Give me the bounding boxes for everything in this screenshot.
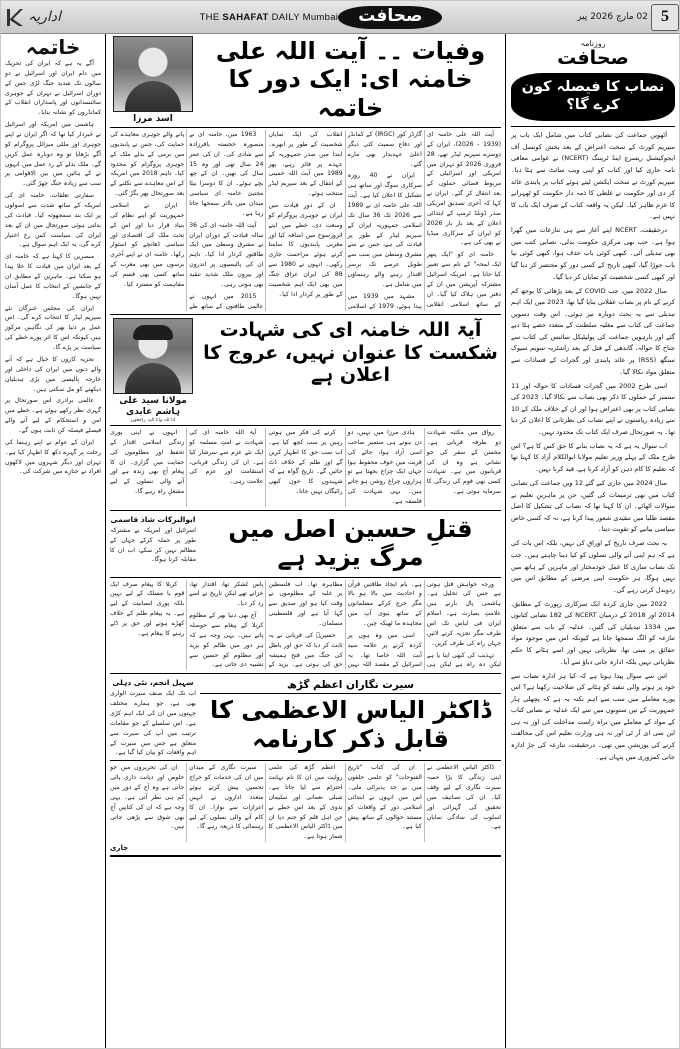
story-header: [110, 318, 501, 423]
editorial-body: [511, 126, 675, 765]
story-paragraph: ان کی تحریروں میں جو خلوص اور دیانت داری پائی جاتی ہے وہ آج کے دور میں کم ہی نظر آتی ہے۔ یہی وجہ ہے کہ ان کی کتابیں آج بھی شوق سے پڑھی جاتی ہیں۔: [110, 764, 185, 831]
author-photo: [113, 318, 193, 394]
story-paragraph: خامنہ ای کو "ایک پتھر ایک لمحہ" کے نام سے تعبیر کیا جاتا ہے۔ امریکہ اسرائیل مشترکہ آپریشن میں ان کے دفتر میں ہلاک کیا گیا۔ ان کے ساتھ اسلامی انقلابی گارڈز کور (IRGC) کے کمانڈر اور دفاع سمیت کئی دیگر اعلیٰ عہدیدار بھی مارے گئے۔: [347, 130, 501, 308]
author-block: [110, 36, 196, 125]
left-column-body: [5, 59, 101, 477]
bottom-rule: [110, 855, 501, 857]
story-paragraph: انہوں نے اپنی پوری زندگی اسلامی اقدار کے تحفظ اور مظلوموں کی حمایت میں گزاری۔ ان کا پیغام آج بھی زندہ ہے اور آنے والی نسلوں کے لیے مشعلِ راہ رہے گا۔: [110, 429, 185, 496]
story-qatl-e-husain: [110, 510, 501, 670]
editorial-paragraph: اب سوال یہ ہے کہ یہ نصاب بنانے کا حق کس کا ہے؟ اس طرح ملک کے پہلے وزیر تعلیم مولانا ابوالکلام آزاد کا کہنا تھا کہ تعلیم کا کام ذہن کو آزاد کرنا ہے، قید کرنا نہیں۔: [511, 441, 675, 473]
author-name: مولانا سید علی ہاشم عابدی: [119, 396, 187, 418]
editorial-paragraph: اس سے سوال پیدا ہوتا ہے کہ کیا ہر ادارہ نصاب سے خود پر ہونے والی تنقید کو ہٹانے کی صلاحیت رکھتا ہے؟ اس پورے معاملے میں سب سے اہم نکتہ یہ ہے کہ پچھلی ہار جمہوریت کے تین ستونوں میں سے ایک عدلیہ نے نصابی کتاب کے مواد کے معاملے میں براہ راست مداخلت کی اور نہ ہی این سی ای آر ٹی اور نہ ہی وزارت تعلیم اس کی مخالفت کرنے کی پوزیشن میں تھی۔ درحقیقت، تنازعہ کی جڑ ادارہ جاتی کمزوری میں پنہاں ہے۔: [511, 671, 675, 761]
left-paragraph: سفارتی تعلقات، خامنہ ای کی امریکہ کے ساتھ شدت سے اصولوں پر ایک بند سمجھوتہ کیا۔ قیادت کی بدلتی ہوئی صورتحال میں ان کے بعد ایران کی سیاست کس رخ اختیار کرے گی، یہ ایک اہم سوال ہے۔: [5, 192, 101, 249]
story-headline: ڈاکٹر الیاس الاعظمی کا قابل ذکر کارنامہ: [209, 696, 492, 753]
author-block: [110, 318, 196, 423]
story-kicker: سیرت نگاران اعظم گڑھ: [287, 679, 414, 692]
story-paragraph: آیۃ اللہ خامنہ ای کی شہادت نے امتِ مسلمہ کو ایک نئے عزم سے سرشار کیا ہے۔ ان کی زندگی قربانی، استقامت اور عزم کی علامت رہی۔: [189, 429, 264, 486]
story-headline: آیۃ اللہ خامنہ ای کی شہادت شکست کا عنوان نہیں، عروج کا اعلان ہے: [203, 319, 498, 387]
editorial-paragraph: سال 2022 میں، جب COVID کے بعد پڑھائی کا بوجھ کم کرنے کے نام پر نصاب عقلانی بنایا گیا تھا، 2023 میں ایک اہم تبدیلی سے یہ بحث دوبارہ تیز ہوئی۔ اس وقت دسویں جماعت کی کتاب سے مغلیہ سلطنت کے متعدد حصے ہٹا دیے گئے اور بارہویں جماعت کی پولیٹیکل سائنس کی کتاب سے جناح کا حوالہ، گاندھی کے قتل کے بعد راشٹریہ سویم سیوک سنگھ (RSS) پر عائد پابندی اور گجرات کے فسادات سے متعلق مواد نکالا گیا۔: [511, 286, 675, 376]
logo-mark-icon: [4, 6, 24, 28]
editorial-kicker: روزنامہ: [580, 39, 606, 48]
editorial-column: [505, 34, 680, 1049]
editorial-logo: صحافت: [557, 47, 629, 69]
left-paragraph: تجزیہ کاروں کا خیال ہے کہ آنے والے دنوں میں ایران کی داخلی اور خارجہ پالیسی میں بڑی تبدیلیاں دیکھنے کو مل سکتی ہیں۔: [5, 355, 101, 393]
left-paragraph: مبصرین کا کہنا ہے کہ خامنہ ای کے بعد ایران میں قیادت کا خلا پیدا ہو سکتا ہے۔ ماہرین کے مطابق ان کے جانشین کے انتخاب کا عمل آسان نہیں ہوگا۔: [5, 253, 101, 300]
story-paragraph: اسی میں وہ ہوں پر کردہ کرنے پر علامہ سید آیت اللہ خاصا تھا۔ یہ اسرائیل کے مقصد اللہ نہیں مظاہرہ تھا۔ اب فلسطین پر غلبہ کے مظلوموں نے وقت کیا ہو اور صدیق سے کہا آیا ہے اور فلسطینی مسلمان۔: [268, 580, 422, 669]
story-ilyas-azmi: [110, 673, 501, 857]
story-sidebar-note: اسرائیل اور امریکہ نے مشترکہ طور پر حملہ کرکے جہاں کے مظالم نہیں کر سکے، اب ان کا مقابلہ کرنا ہوگا۔: [110, 526, 196, 564]
story-paragraph: کربلا کا پیغام صرف ایک قوم یا مسلک کے لیے نہیں بلکہ پوری انسانیت کے لیے ہے۔ یہ پیغام ظلم کے خلاف کھڑے ہونے اور حق پر ڈٹے رہنے کا پیغام ہے۔: [110, 580, 185, 637]
editorial-paragraph: اسی طرح 2002 میں گجرات فسادات کا حوالہ اور 11 ستمبر کے حملوں کا ذکر بھی نصاب سے نکالا گیا۔ 2023 کی نصابی کتاب پر بھی اعتراض ہوا اور ان کے خلاف ملک کے 10 سے زیادہ ریاستوں نے اپنے نصاب کی نظرثانی کا اعلان کر دیا تھا۔ یہ صورتحال صرف ایک کتاب تک محدود نہیں۔: [511, 381, 675, 436]
story-paragraph: رواق میں مکتبہ شہادت دو طرفہ قربانی ہے۔ محسن کے سفر کی جو نشانی ہے وہ ان کی قربانیوں میں ہے۔ شہادت کسی بھی قوم کی زندگی کا سرمایہ ہوتی ہے۔: [426, 429, 501, 496]
story-paragraph: ان کے دورِ قیادت میں ایران نے جوہری پروگرام کو وسعت دی، خطے میں اپنے اثرورسوخ میں اضافہ کیا اور مغربی پابندیوں کا سامنا کرتے ہوئے مزاحمت جاری رکھی۔ انہوں نے 1980 سے 88 کی ایران عراق جنگ میں بھی ایک اہم شخصیت کے طور پر کردار ادا کیا۔: [268, 201, 343, 298]
center-column: [105, 34, 505, 1049]
english-post: DAILY Mumbai: [268, 11, 339, 23]
story-khamenei-martyrdom: [110, 314, 501, 506]
editorial-paragraph: یہ بحث صرف تاریخ کے اوراق کی نہیں، بلکہ اس بات کی ہے کہ ہم اپنی آنے والی نسلوں کو کیا دینا چاہتے ہیں۔ جب تک نصاب سازی کا عمل خودمختار اور ماہرین کے ہاتھ میں نہیں ہوگا، ہر حکومت اپنی مرضی کے مطابق اس میں ردوبدل کرتی رہے گی۔: [511, 539, 675, 594]
headline-wrap: [200, 318, 501, 423]
story-paragraph: حسینؑ کی قربانی نے یہ ثابت کر دیا کہ حق اور باطل کی جنگ میں فتح ہمیشہ حق کی ہوتی ہے۔ یزید کے پاس لشکر تھا، اقتدار تھا، خزانے تھے لیکن تاریخ نے اسے رد کر دیا۔: [189, 580, 343, 669]
masthead-english-title: [200, 12, 339, 23]
story-headline: قتلِ حسین اصل میں مرگ یزید ہے: [228, 514, 473, 572]
author-name: اسد مرزا: [133, 114, 173, 124]
divider: [110, 577, 501, 578]
story-lead: آیت اللہ علی خامنہ ای (1939 - 2026)، ایران کے دوسرے سپریم لیڈر تھے، 28 فروری 2026 کو تہران میں امریکی اور اسرائیلی کے مربوط فضائی حملوں کے بعد انتقال کر گئے۔ ایران نے کہا کہ آخری تصدیق امریکی صدر ڈونلڈ ٹرمپ کے ابتدائی اعلان کے بعد بار بار 2026 کو ایران کے سرکاری میڈیا نے بھی کی ہے۔: [426, 130, 501, 247]
editorial-paragraph: آٹھویں جماعت کی نصابی کتاب میں شامل ایک باب پر سپریم کورٹ کے سخت اعتراض کے بعد بخش کونسل آف ایجوکیشنل ریسرچ اینڈ ٹریننگ (NCERT) نے عوامی معافی نامہ جاری کیا اور کتاب کو اپنی ویب سائٹ سے ہٹا دیا۔ سپریم کورٹ نے سخت ایکشن لیتے ہوئے کتاب پر پابندی عائد کر دی اور حکومت نے غلطی کا ذمہ دار حکومت کو ٹھہرانے کا عزم ظاہر کیا۔ لیکن یہ واقعہ کتاب کے صرف ایک باب کا نہیں ہے۔: [511, 131, 676, 221]
divider: [110, 760, 501, 761]
story-paragraph: ہادی مرزا میں نہیں، دو دن ہوتے ہی ستمبر صاحب اسی آزاد ہوا، جائے کی قربت میں خوف محفوظ ہوا جہاں ایک چراغ بجھتا ہے تو ہزاروں چراغ روشن ہو جاتے ہیں۔ یہی شہادت کی فلسفہ ہے۔: [347, 429, 422, 506]
headline-wrap: [200, 36, 501, 125]
continued-marker: جاری: [110, 844, 129, 853]
divider: [110, 425, 501, 426]
editorial-paragraph: 2022 میں جاری کردہ ایک سرکاری رپورٹ کے مطابق، 2014 اور 2018 کے درمیان NCERT کی 182 نصابی کتابوں میں 1334 تبدیلیاں کی گئیں۔ عدلیہ کے باب سے متعلق تنازعہ کو الگ سمجھا جاتا ہے کیونکہ اس میں موجود مواد حقائق پر مبنی تھا، نظریاتی نہیں اور اسے ہٹانے کا حکم نظریاتی نہیں بلکہ ادارہ جاتی دباؤ سے آیا۔: [511, 599, 676, 666]
story-header: [110, 36, 501, 125]
story-paragraph: کرنے کی فکر میں ہوتی رہیں پر سب کچھ کیا ہے۔ اب سب حق کا اظہار کریں گے اور ظلم کے خلاف ڈٹ جائیں گے۔ تاریخ گواہ ہے کہ شہیدوں کا خون کبھی رائیگاں نہیں جاتا۔: [268, 429, 343, 496]
story-khamenei-obituary: [110, 36, 501, 311]
story-header: [110, 677, 501, 758]
story-paragraph: تہذیب کی کبھی اپنا یا ہے لیکن دہ راہ ہے لیکن ہی ہے۔ بام ایجاد طاقتیں قرآن و احادیث میں بالا ہو بالا مگر خرچ کرکے مسلمانوں کے ساتھ نبوی آپ میں مجاہدہ ما ٹھیکہ چین۔: [347, 580, 501, 669]
editorial-headline: نصاب کا فیصلہ کون کرے گا؟: [511, 73, 675, 121]
author-name: سہیل انجم، نئی دہلی: [112, 678, 194, 688]
author-photo: [113, 36, 193, 112]
story-sidebar-note: اب تک ایک صنف سیرت الواری بھی ہے، جو ہمارے مختلف جہتوں میں ان کی ایک اہم کڑی ہے۔ اس سلسلے کے جو مقامات ترتیب میں آپ کی سیرت سے متعلق ہے جس میں سیرت کے اہم واقعات کو بیان کیا گیا ہے۔: [110, 690, 196, 757]
english-brand: SAHAFAT: [222, 11, 269, 23]
story-paragraph: مشہد میں 1939 میں پیدا ہوئے، 1979 کے اسلامی انقلاب کی ایک نمایاں شخصیت کے طور پر ابھرے۔ ابتدا میں صدر جمہوریہ کے عہدے پر فائز رہے، پھر 1989 میں آیت اللہ خمینی کے انتقال کے بعد سپریم لیڈر منتخب ہوئے۔: [268, 130, 422, 310]
masthead-logo-urdu: صحافت: [338, 6, 442, 29]
author-block: [110, 514, 196, 575]
left-column-title: خاتمہ: [25, 35, 81, 59]
publication-date: 02 مارچ 2026 پیر: [577, 12, 648, 22]
story-paragraph: 1963 میں، خامنہ ای نے منصورہ خجستہ باقرزادہ سے شادی کی۔ ان کی عمر 24 سال تھی اور وہ 15 سال کی تھیں۔ ان کے چھ بچے ہوئے۔ ان کا دوسرا بیٹا مجتبیٰ خامنہ ای سیاسی میدان میں بااثر سمجھا جاتا رہا ہے۔: [189, 130, 264, 217]
english-pre: THE: [199, 11, 223, 23]
story-body: [110, 580, 501, 671]
divider: [200, 693, 501, 694]
divider: [110, 127, 501, 128]
page-body: [1, 34, 680, 1049]
story-headline: وفیات ۔۔ آیت اللہ علی خامنہ ای: ایک دور کا خاتمہ: [215, 37, 486, 122]
story-paragraph: ایران نے اسلامی جمہوریت کو اپنے نظام کی بنیاد قرار دیا اور اس کے تحت ملک کی اقتصادی اور سیاسی ڈھانچے کو استوار رکھا۔ خامنہ ای نے اپنے آخری برسوں میں بھی مغرب کے ساتھ کسی بھی قسم کی مفاہمت کو مسترد کیا۔: [110, 201, 185, 288]
left-paragraph: ایران کے عوام نے اپنے رہنما کی رحلت پر گہرے دکھ کا اظہار کیا ہے۔ تہران اور دیگر شہروں میں لاکھوں افراد نے جنازے میں شرکت کی۔: [5, 438, 101, 476]
story-paragraph: آیت اللہ خامنہ ای کی 36 سالہ قیادت کے دوران ایران نے مشرق وسطیٰ میں ایک طاقتور کردار ادا کیا۔ تاہم ان کی پالیسیوں پر اندرون اور بیرون ملک شدید تنقید بھی ہوتی رہی۔: [189, 221, 264, 288]
story-paragraph: ایران نے 40 روزہ سرکاری سوگ اور ساتھ ہی تشکیل کا اعلان کیا ہے۔ آیت اللہ علی خامنہ ای نے 1989 سے 2026 تک 36 سال تک اسلامی جمہوریہ ایران کے سپریم لیڈر کے طور پر قیادت کی ہے، جس نے سے مشرق وسطیٰ میں سب سے طویل عرصے تک برسر اقتدار رہنے والے رہنماؤں میں شامل ہے۔: [347, 172, 422, 288]
left-paragraph: آگے یہ ہے کہ ایران کی تحریک میں دام ایران اور اسرائیل نے دو سالوں تک شدید جنگ لڑی جس کے دوران اسرائیل نے تہران کے جوہری سائنسدانوں اور پاسداران انقلاب کے کمانڈروں کو نشانہ بنایا۔: [5, 60, 101, 117]
editorial-paragraph: درحقیقت، NCERT اپنے آغاز سے ہی تنازعات میں گھرا ہوا ہے۔ جب بھی مرکزی حکومت بدلی، نصابی کتب میں بھی تبدیلی آئی۔ کبھی کوئی باب حذف ہوا، کبھی کوئی نیا باب جوڑا گیا، کبھی تاریخ کے کسی دور کو مختصر کر دیا گیا اور کبھی کسی شخصیت کو نمایاں کر دیا گیا۔: [511, 226, 675, 281]
story-header: [110, 514, 501, 575]
left-column: [1, 34, 105, 1049]
author-name: ابوالبرکات شاذ قاسمی: [110, 514, 196, 524]
editorial-paragraph: سال 2024 میں جاری کیے گئے 12 ویں جماعت کی نصابی کتاب میں بھی ترمیمات کی گئیں، جن پر ماہرینِ تعلیم نے سوالات اٹھائے۔ ان کا کہنا تھا کہ نصاب کی تشکیل کا اصل مقصد طلبا میں تنقیدی شعور پیدا کرنا ہے، نہ کہ کسی خاص سیاسی بیانیے کو تقویت دینا۔: [511, 479, 675, 534]
story-paragraph: ڈاکٹر الیاس الاعظمی نے اپنی زندگی کا بڑا حصہ سیرت نگاری کے لیے وقف کیا۔ ان کی تصانیف میں تحقیق کی گہرائی اور اسلوب کی سادگی نمایاں ہے۔: [426, 764, 501, 831]
left-paragraph: ایران کی مجلس خبرگان نئے سپریم لیڈر کا انتخاب کرے گی۔ اس عمل پر دنیا بھر کی نگاہیں مرکوز ہیں کیونکہ اس کا اثر پورے خطے کی سیاست پر پڑے گا۔: [5, 304, 101, 352]
story-paragraph: 2015 میں انہوں نے عالمی طاقتوں کے ساتھ طے پانے والے جوہری معاہدے کی حمایت کی، جس نے پابندیوں میں نرمی کے بدلے ملک کے جوہری پروگرام کو محدود کیا۔ تاہم 2018 میں امریکہ کے اس معاہدے سے نکلنے کے بعد صورتحال پھر بگڑ گئی۔: [110, 130, 264, 310]
story-paragraph: ورجہ خواہش قتل ہوتی ہے جس کی تحلیل ہے۔ ہاشمی پال بارنے ہیں علامتِ بصارت ہے۔ اسلام ایران فی لباس تک اس طرف مگر تجزیہ کرتے لائیں جہاں راہ کی طرف کریں۔: [426, 580, 501, 647]
story-paragraph: اعظم گڑھ کی علمی روایت میں ان کا نام نہایت احترام سے لیا جاتا ہے۔ شبلی نعمانی اور سلیمان ندوی کے بعد اس خطے نے جن اہل قلم کو جنم دیا ان میں ڈاکٹر الیاس الاعظمی کا شمار ہوتا ہے۔: [268, 764, 343, 841]
story-paragraph: سیرت نگاری کے میدان میں ان کی خدمات کو خراج تحسین پیش کرتے ہوئے متعدد اداروں نے انہیں اعزازات سے نوازا۔ ان کا کام آنے والی نسلوں کے لیے رہنمائی کا ذریعہ رہے گا۔: [189, 764, 264, 831]
left-paragraph: ہاشمی میں امریکہ اور اسرائیل نے خبردار کیا تھا کہ اگر ایران نے اپنے جوہری اور ملٹی میزائل پروگرام کو آگے بڑھایا تو وہ دوبارہ عمل کریں گے۔ ملک بدلے کے رد عمل میں انہوں نے کے ہائیں میں بین الاقوامی پر سب سے زیادہ جنگ چھڑ گئی۔: [5, 121, 101, 188]
author-subtitle: انا للہ وانا الیہ راجعون: [130, 418, 176, 423]
story-body: [110, 763, 501, 842]
section-label: اداریہ: [27, 9, 61, 25]
story-paragraph: آج بھی دنیا بھر کے مظلوم کربلا کے پیغام سے حوصلہ پاتے ہیں۔ یہی وجہ ہے کہ ہر دور میں ظالم کو یزید اور مظلوم کو حسین سے تشبیہ دی جاتی ہے۔: [189, 612, 264, 669]
headline-wrap: [200, 677, 501, 758]
story-body: [110, 130, 501, 311]
page-number: 5: [651, 4, 679, 31]
story-body: [110, 428, 501, 507]
headline-wrap: [200, 514, 501, 575]
story-paragraph: ان کی کتاب "تاریخ الفتوحات" کو علمی حلقوں میں بے حد پذیرائی ملی۔ اس میں انہوں نے ابتدائی اسلامی دور کے واقعات کو مستند حوالوں کے ساتھ پیش کیا ہے۔: [347, 764, 422, 831]
author-block: [110, 677, 196, 758]
left-paragraph: عالمی برادری اس صورتحال پر گہری نظر رکھے ہوئے ہے۔ خطے میں امن و استحکام کے لیے آنے والے فیصلے فیصلہ کن ثابت ہوں گے۔: [5, 397, 101, 434]
masthead: [1, 1, 680, 34]
